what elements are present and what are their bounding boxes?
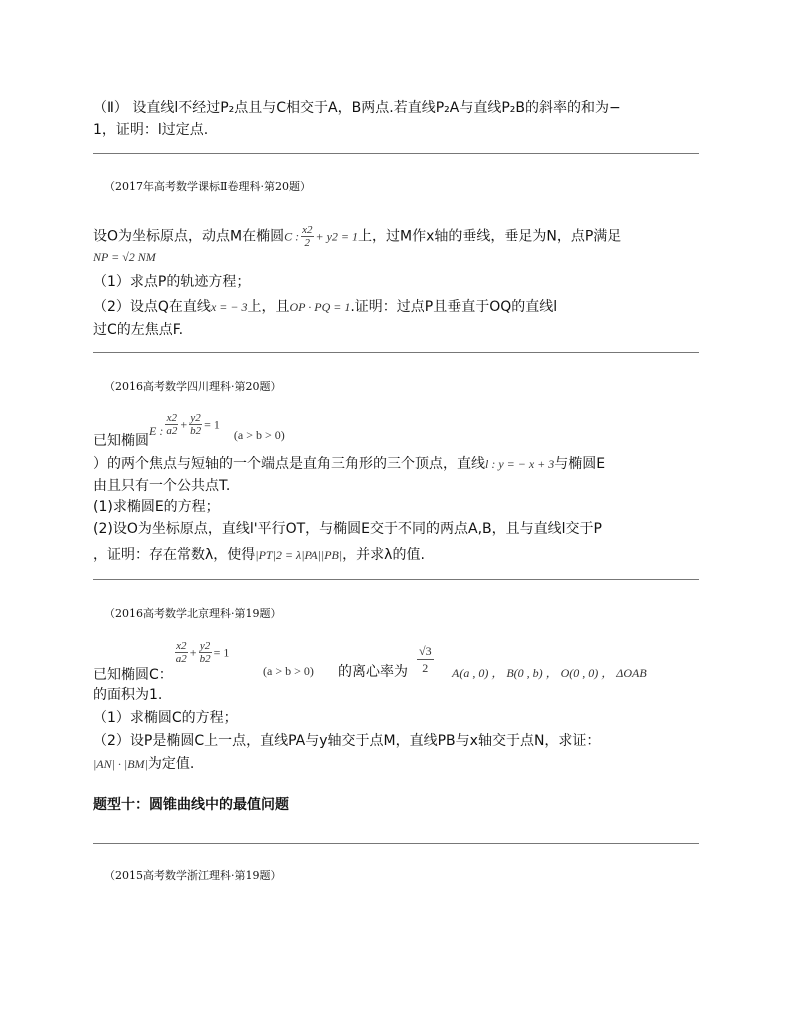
question-part-2-line2: 过C的左焦点F.: [93, 322, 184, 338]
ellipse-condition: (a > b > 0): [263, 664, 314, 678]
question-part-2-line1: （2）设P是椭圆C上一点，直线PA与y轴交于点M，直线PB与x轴交于点N，求证：: [93, 733, 601, 749]
section-heading: 题型十：圆锥曲线中的最值问题: [93, 797, 289, 813]
problem-part-2-line2: 1，证明：l过定点.: [93, 122, 209, 138]
problem-part-2-line1: （Ⅱ） 设直线l不经过P₂点且与C相交于A，B两点.若直线P₂A与直线P₂B的斜率的和为−: [93, 100, 621, 116]
divider: [93, 352, 699, 353]
question-part-1: (1)求椭圆E的方程；: [93, 499, 220, 515]
question-part-2-line1: (2)设O为坐标原点，直线l'平行OT，与椭圆E交于不同的两点A,B，且与直线l交于P: [93, 521, 602, 537]
problem-statement-line2: ）的两个焦点与短轴的一个端点是直角三角形的三个顶点，直线l : y = − x + 3与椭圆E: [93, 456, 606, 472]
question-part-2-line2: ，证明：存在常数λ，使得|PT|2 = λ|PA||PB|，并求λ的值.: [93, 547, 425, 563]
divider: [93, 843, 699, 844]
question-part-1: （1）求椭圆C的方程；: [93, 710, 238, 726]
problem-statement-line1: 已知椭圆C： $\frac{x2}{a2}$ + $\frac{y2}{b2}$ = 1: [93, 640, 230, 683]
question-part-2-line2: |AN| · |BM|为定值.: [93, 756, 195, 772]
problem-source: （2017年高考数学课标Ⅱ卷理科·第20题）: [104, 180, 311, 193]
eccentricity-fraction: √3 2: [419, 644, 432, 675]
problem-source: （2015高考数学浙江理科·第19题）: [104, 869, 282, 882]
divider: [93, 153, 699, 154]
problem-statement-line2: 的面积为1.: [93, 687, 163, 703]
eccentricity-label: 的离心率为: [338, 664, 408, 680]
problem-statement-line3: 由且只有一个公共点T.: [93, 478, 231, 494]
question-part-1: （1）求点P的轨迹方程；: [93, 274, 251, 290]
problem-source: （2016高考数学北京理科·第19题）: [104, 607, 282, 620]
divider: [93, 579, 699, 580]
problem-statement-line1: 设O为坐标原点，动点M在椭圆C : $\frac{x2}{2}$ + y2 = 1上，过M作x轴的垂线，垂足为N，点P满足: [93, 224, 622, 249]
points-list: A(a , 0) ， B(0 , b) ， O(0 , 0) ， ΔOAB: [452, 666, 647, 680]
vector-equation: NP = √2 NM: [93, 250, 156, 264]
problem-statement-line1: 已知椭圆E : $\frac{x2}{a2}$ + $\frac{y2}{b2}$ = 1(a > b > 0): [93, 412, 285, 449]
question-part-2-line1: （2）设点Q在直线x = − 3上，且OP · PQ = 1.证明：过点P且垂直于OQ的直线l: [93, 299, 558, 315]
problem-source: （2016高考数学四川理科·第20题）: [104, 380, 282, 393]
